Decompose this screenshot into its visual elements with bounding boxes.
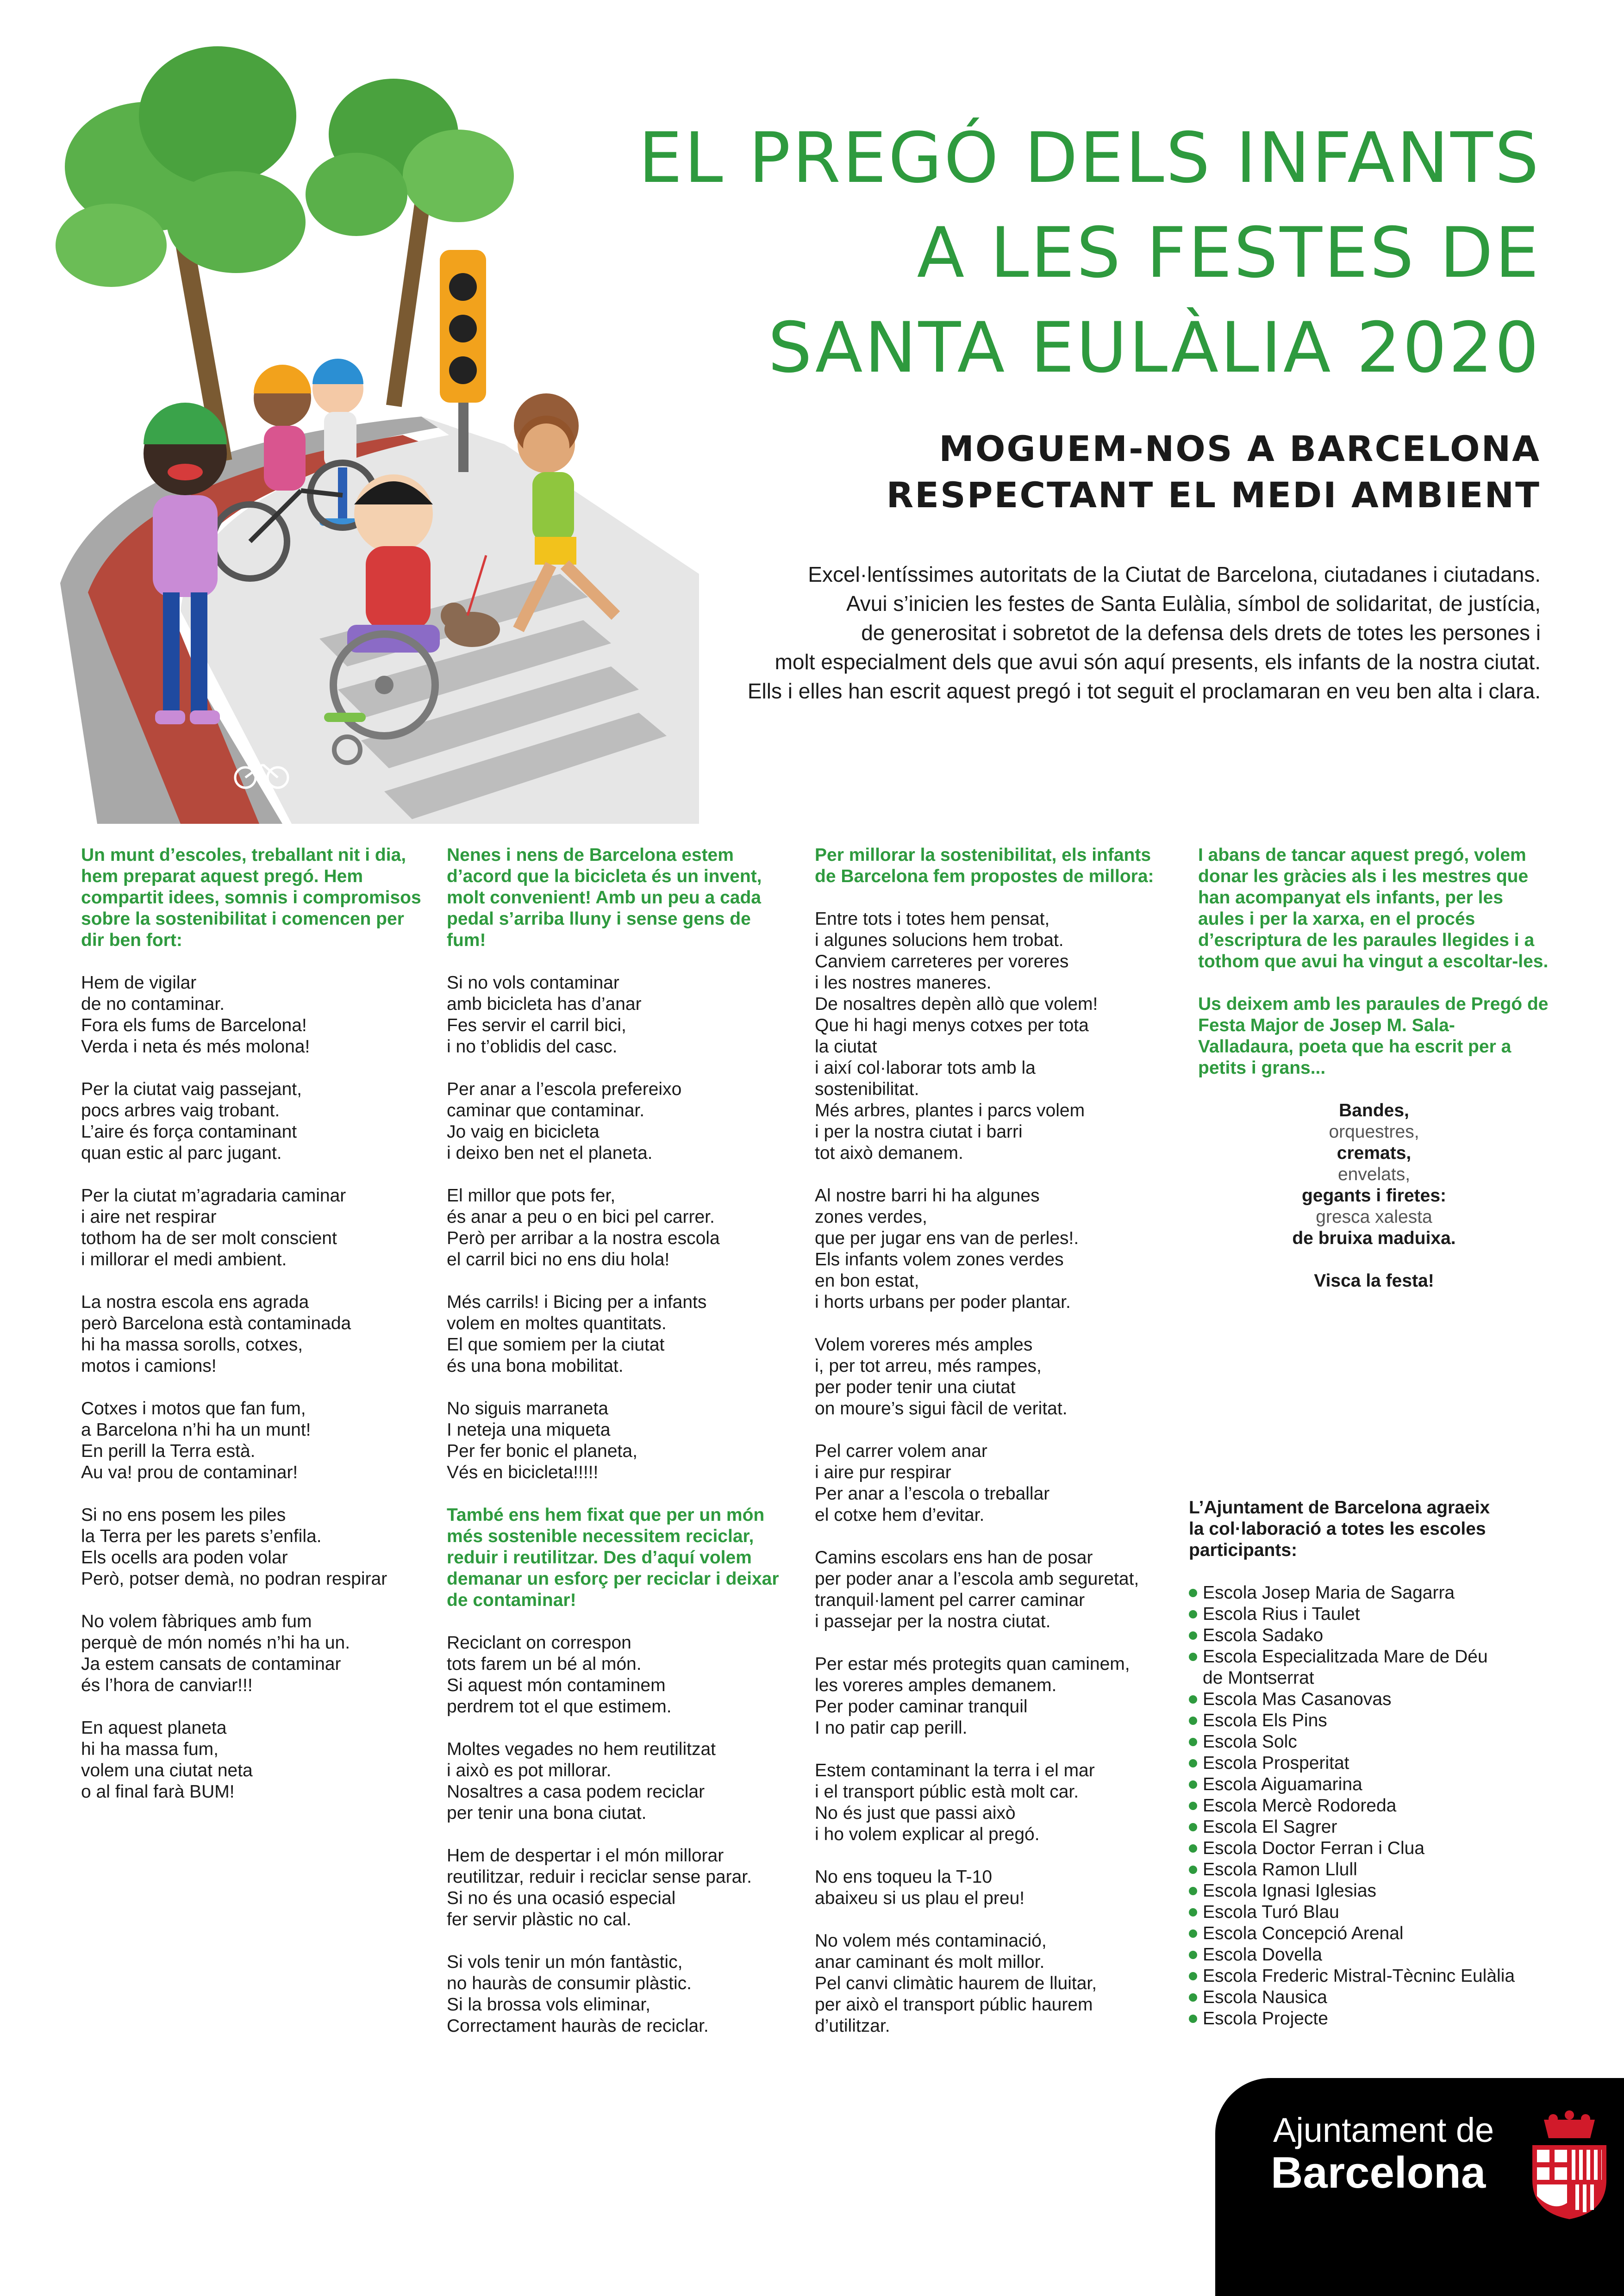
- subtitle-line-2: RESPECTANT EL MEDI AMBIENT: [886, 474, 1541, 516]
- list-item: [1189, 1753, 1559, 1774]
- schools-heading: L’Ajuntament de Barcelona agraeix la col·laboració a totes les escoles participants:: [1189, 1498, 1490, 1560]
- school-name: Escola Ramon Llull: [1203, 1860, 1357, 1879]
- column-1: [81, 845, 424, 1824]
- title-line-1: EL PREGÓ DELS INFANTS: [638, 118, 1541, 199]
- logo-line-2: Barcelona: [1271, 2148, 1486, 2197]
- list-item: [1189, 1944, 1559, 1966]
- list-item: [1189, 1966, 1559, 1987]
- stanza: Per la ciutat vaig passejant, pocs arbres vaig trobant. L’aire és força contaminant quan estic al parc jugant.: [81, 1079, 302, 1163]
- quoted-poem: [1198, 1100, 1550, 1292]
- stanza: No volem fàbriques amb fum perquè de món només n’hi ha un. Ja estem cansats de contaminar és l’hora de canviar!!!: [81, 1612, 350, 1695]
- bullet-icon: [1189, 1631, 1197, 1640]
- coat-of-arms-icon: [1525, 2110, 1613, 2221]
- logo-line-1: Ajuntament de: [1273, 2111, 1494, 2149]
- subtitle-line-1: MOGUEM-NOS A BARCELONA: [939, 428, 1541, 469]
- list-item: [1189, 1795, 1559, 1817]
- stanza: Camins escolars ens han de posar per poder anar a l’escola amb seguretat, tranquil·lament pel carrer caminar i passejar per la nostra ciutat.: [815, 1548, 1139, 1631]
- poem-line: gegants i firetes:: [1301, 1186, 1447, 1206]
- stanza: Entre tots i totes hem pensat, i algunes solucions hem trobat. Canviem carreteres per voreres i les nostres maneres. De nosaltres depèn allò que volem! Que hi hagi menys cotxes per tota la ciutat i així col·laborar tots amb la sostenibilitat. Més arbres, plantes i parcs volem i per la nostra ciutat i barri tot això demanem.: [815, 909, 1098, 1163]
- list-item: [1189, 1923, 1559, 1944]
- stanza: Al nostre barri hi ha algunes zones verdes, que per jugar ens van de perles!. Els infants volem zones verdes en bon estat, i horts urbans per poder plantar.: [815, 1186, 1079, 1312]
- bullet-icon: [1189, 1866, 1197, 1874]
- stanza: Hem de vigilar de no contaminar. Fora els fums de Barcelona! Verda i neta és més molona!: [81, 973, 310, 1057]
- poem-line: gresca xalesta: [1316, 1207, 1432, 1227]
- school-name: Escola Mas Casanovas: [1203, 1689, 1392, 1709]
- list-item: [1189, 1817, 1559, 1838]
- school-name: Escola Els Pins: [1203, 1711, 1327, 1730]
- school-name: Escola Nausica: [1203, 1987, 1327, 2007]
- column-4: [1198, 845, 1550, 1313]
- poem-line: de bruixa maduixa.: [1292, 1228, 1456, 1248]
- list-item: [1189, 1625, 1559, 1646]
- stanza: Reciclant on correspon tots farem un bé al món. Si aquest món contaminem perdrem tot el que estimem.: [447, 1633, 672, 1717]
- intro-line: Avui s’inicien les festes de Santa Eulàlia, símbol de solidaritat, de justícia,: [846, 591, 1541, 616]
- list-item: [1189, 1880, 1559, 1902]
- bullet-icon: [1189, 1717, 1197, 1725]
- list-item: [1189, 1582, 1559, 1604]
- bullet-icon: [1189, 1951, 1197, 1959]
- stanza: Si no ens posem les piles la Terra per les parets s’enfila. Els ocells ara poden volar Però, potser demà, no podran respirar: [81, 1505, 387, 1589]
- intro-paragraph: [522, 560, 1541, 706]
- bullet-icon: [1189, 1589, 1197, 1597]
- bullet-icon: [1189, 1887, 1197, 1895]
- stanza: Pel carrer volem anar i aire pur respirar Per anar a l’escola o treballar el cotxe hem d’evitar.: [815, 1441, 1050, 1525]
- list-item: [1189, 1731, 1559, 1753]
- bullet-icon: [1189, 1738, 1197, 1746]
- school-name: Escola Mercè Rodoreda: [1203, 1796, 1397, 1816]
- school-name: Escola Rius i Taulet: [1203, 1604, 1360, 1624]
- bullet-icon: [1189, 1908, 1197, 1916]
- stanza: La nostra escola ens agrada però Barcelona està contaminada hi ha massa sorolls, cotxes, motos i camions!: [81, 1292, 351, 1376]
- school-name: Escola Turó Blau: [1203, 1902, 1339, 1922]
- column-3: [815, 845, 1157, 2058]
- stanza: Si no vols contaminar amb bicicleta has d’anar Fes servir el carril bici, i no t’oblidis del casc.: [447, 973, 642, 1057]
- stanza: Per estar més protegits quan caminem, les voreres amples demanem. Per poder caminar tranquil I no patir cap perill.: [815, 1654, 1130, 1738]
- bullet-icon: [1189, 1972, 1197, 1980]
- stanza: No volem més contaminació, anar caminant és molt millor. Pel canvi climàtic haurem de lluitar, per això el transport públic haurem d’utilitzar.: [815, 1931, 1097, 2036]
- bullet-icon: [1189, 1844, 1197, 1853]
- list-item: [1189, 1902, 1559, 1923]
- school-name: Escola Solc: [1203, 1732, 1297, 1752]
- intro-line: molt especialment dels que avui són aquí presents, els infants de la nostra ciutat.: [775, 650, 1541, 674]
- bullet-icon: [1189, 1802, 1197, 1810]
- school-name: Escola Sadako: [1203, 1625, 1324, 1645]
- stanza: Volem voreres més amples i, per tot arreu, més rampes, per poder tenir una ciutat on moure’s sigui fàcil de veritat.: [815, 1335, 1068, 1419]
- stanza: Per anar a l’escola prefereixo caminar que contaminar. Jo vaig en bicicleta i deixo ben net el planeta.: [447, 1079, 682, 1163]
- stanza: Moltes vegades no hem reutilitzat i això es pot millorar. Nosaltres a casa podem reciclar per tenir una bona ciutat.: [447, 1739, 716, 1823]
- list-item: [1189, 1710, 1559, 1731]
- title-line-2: A LES FESTES DE: [917, 213, 1541, 293]
- poem-line: Bandes,: [1339, 1101, 1409, 1120]
- school-name: Escola Prosperitat: [1203, 1753, 1349, 1773]
- stanza: Més carrils! i Bicing per a infants volem en moltes quantitats. El que somiem per la ciutat és una bona mobilitat.: [447, 1292, 707, 1376]
- bullet-icon: [1189, 1695, 1197, 1704]
- column-lead: Nenes i nens de Barcelona estem d’acord que la bicicleta és un invent, molt convenient! Amb un peu a cada pedal s’arriba lluny i sense gens de fum!: [447, 845, 762, 950]
- ajuntament-logo: [1215, 2078, 1624, 2296]
- bullet-icon: [1189, 1993, 1197, 2002]
- school-name: Escola Dovella: [1203, 1945, 1322, 1965]
- bullet-icon: [1189, 1929, 1197, 1938]
- list-item: [1189, 1774, 1559, 1795]
- school-name: Escola El Sagrer: [1203, 1817, 1337, 1837]
- column-lead: També ens hem fixat que per un món més sostenible necessitem reciclar, reduir i reutilitzar. Des d’aquí volem demanar un esforç per reciclar i deixar de contaminar!: [447, 1505, 779, 1610]
- schools-acknowledgement: [1189, 1497, 1559, 2029]
- school-name: Escola Doctor Ferran i Clua: [1203, 1838, 1425, 1858]
- title-line-3: SANTA EULÀLIA 2020: [768, 308, 1541, 388]
- school-name: Escola Projecte: [1203, 2009, 1328, 2028]
- stanza: Estem contaminant la terra i el mar i el transport públic està molt car. No és just que passi això i ho volem explicar al pregó.: [815, 1761, 1095, 1844]
- column-lead: Us deixem amb les paraules de Pregó de Festa Major de Josep M. Sala-Valladaura, poeta que ha escrit per a petits i grans...: [1198, 994, 1549, 1078]
- schools-list: [1189, 1582, 1559, 2029]
- stanza: El millor que pots fer, és anar a peu o en bici pel carrer. Però per arribar a la nostra escola el carril bici no ens diu hola!: [447, 1186, 720, 1269]
- bullet-icon: [1189, 1780, 1197, 1789]
- subtitle: [707, 426, 1541, 518]
- column-lead: Per millorar la sostenibilitat, els infants de Barcelona fem propostes de millora:: [815, 845, 1154, 886]
- list-item: [1189, 1689, 1559, 1710]
- stanza: No siguis marraneta I neteja una miqueta Per fer bonic el planeta, Vés en bicicleta!!!!!: [447, 1399, 637, 1482]
- school-name: Escola Josep Maria de Sagarra: [1203, 1583, 1455, 1603]
- bullet-icon: [1189, 1610, 1197, 1618]
- poem-line: envelats,: [1337, 1164, 1411, 1184]
- intro-line: Ells i elles han escrit aquest pregó i tot seguit el proclamaran en veu ben alta i clara.: [747, 679, 1541, 703]
- poem-line: orquestres,: [1329, 1122, 1419, 1142]
- list-item: [1189, 1859, 1559, 1880]
- list-item: [1189, 1838, 1559, 1859]
- column-lead: Un munt d’escoles, treballant nit i dia, hem preparat aquest pregó. Hem compartit idees, somnis i compromisos sobre la sostenibilitat i comencen per dir ben fort:: [81, 845, 421, 950]
- school-name: Escola Especialitzada Mare de Déu de Montserrat: [1203, 1647, 1488, 1688]
- school-name: Escola Ignasi Iglesias: [1203, 1881, 1377, 1901]
- bullet-icon: [1189, 1759, 1197, 1767]
- intro-line: Excel·lentíssimes autoritats de la Ciutat de Barcelona, ciutadanes i ciutadans.: [808, 562, 1541, 586]
- stanza: Per la ciutat m’agradaria caminar i aire net respirar tothom ha de ser molt conscient i millorar el medi ambient.: [81, 1186, 346, 1269]
- list-item: [1189, 1604, 1559, 1625]
- school-name: Escola Frederic Mistral-Tècninc Eulàlia: [1203, 1966, 1515, 1986]
- stanza: Si vols tenir un món fantàstic, no hauràs de consumir plàstic. Si la brossa vols eliminar, Correctament hauràs de reciclar.: [447, 1952, 709, 2036]
- bullet-icon: [1189, 1823, 1197, 1831]
- bullet-icon: [1189, 2015, 1197, 2023]
- column-2: [447, 845, 789, 2058]
- stanza: Cotxes i motos que fan fum, a Barcelona n’hi ha un munt! En perill la Terra està. Au va! prou de contaminar!: [81, 1399, 311, 1482]
- stanza: No ens toqueu la T-10 abaixeu si us plau el preu!: [815, 1867, 1025, 1908]
- stanza: Hem de despertar i el món millorar reutilitzar, reduir i reciclar sense parar. Si no és una ocasió especial fer servir plàstic no cal.: [447, 1846, 752, 1929]
- stanza: En aquest planeta hi ha massa fum, volem una ciutat neta o al final farà BUM!: [81, 1718, 253, 1802]
- school-name: Escola Concepció Arenal: [1203, 1923, 1404, 1943]
- school-name: Escola Aiguamarina: [1203, 1774, 1362, 1794]
- poem-line: Visca la festa!: [1314, 1271, 1434, 1291]
- list-item: [1189, 2008, 1559, 2029]
- page-title: [522, 111, 1541, 396]
- poem-line: cremats,: [1337, 1143, 1412, 1163]
- list-item: [1189, 1987, 1559, 2008]
- column-lead: I abans de tancar aquest pregó, volem donar les gràcies als i les mestres que han acompanyat els infants, per les aules i per la xarxa, en el procés d’escriptura de les paraules llegides i a tothom que avui ha vingut a escoltar-les.: [1198, 845, 1549, 971]
- list-item: [1189, 1646, 1559, 1689]
- intro-line: de generositat i sobretot de la defensa dels drets de totes les persones i: [861, 621, 1541, 645]
- bullet-icon: [1189, 1653, 1197, 1661]
